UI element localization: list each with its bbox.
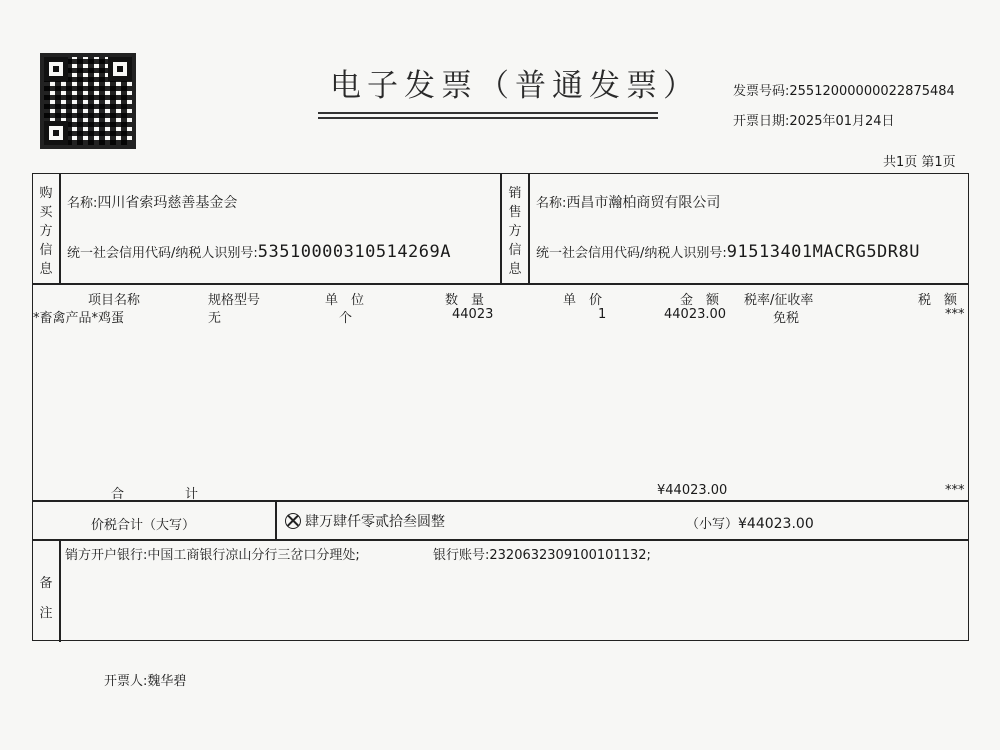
item-qty: 44023 [452, 307, 494, 322]
subtotal-label-left: 合 [111, 487, 125, 502]
item-price: 1 [598, 307, 607, 322]
item-unit: 个 [339, 311, 353, 326]
col-spec: 规格型号 [208, 293, 261, 308]
title-underline [318, 112, 658, 114]
item-name: *畜禽产品*鸡蛋 [33, 311, 125, 326]
title-underline-2 [318, 117, 658, 119]
col-amount: 金 额 [680, 293, 720, 308]
seller-side-label: 销售方信息 [508, 186, 522, 277]
buyer-side-label: 购买方信息 [39, 186, 53, 277]
seller-name: 名称:西昌市瀚柏商贸有限公司 [536, 195, 721, 211]
remarks-bank: 销方开户银行:中国工商银行凉山分行三岔口分理处; [65, 548, 360, 563]
col-rate: 税率/征收率 [744, 293, 814, 308]
total-upper: 肆万肆仟零贰拾叁圆整 [285, 511, 445, 531]
total-label: 价税合计（大写） [91, 518, 196, 533]
item-spec: 无 [208, 311, 222, 326]
circle-x-icon [285, 513, 301, 529]
buyer-name: 名称:四川省索玛慈善基金会 [67, 195, 238, 211]
col-price: 单 价 [563, 293, 603, 308]
col-unit: 单 位 [325, 293, 365, 308]
invoice-number: 发票号码:25512000000022875484 [733, 84, 955, 99]
issue-date: 开票日期:2025年01月24日 [733, 114, 895, 129]
remarks-account: 银行账号:2320632309100101132; [433, 548, 651, 563]
col-qty: 数 量 [445, 293, 485, 308]
seller-tax-id: 统一社会信用代码/纳税人识别号:91513401MACRG5DR8U [536, 242, 920, 262]
total-lower: （小写）¥44023.00 [686, 516, 814, 532]
col-tax: 税 额 [918, 293, 958, 308]
page-info: 共1页 第1页 [883, 155, 956, 170]
subtotal-tax: *** [945, 483, 965, 498]
invoice-table [32, 173, 969, 641]
item-amount: 44023.00 [664, 307, 727, 322]
invoice-title: 电子发票（普通发票） [330, 68, 700, 104]
remarks-side-label: 备注 [39, 576, 53, 621]
col-item: 项目名称 [88, 293, 141, 308]
subtotal-label-right: 计 [185, 487, 199, 502]
item-tax: *** [945, 307, 965, 322]
issuer: 开票人:魏华碧 [104, 674, 187, 689]
qr-code-icon [40, 53, 136, 149]
item-rate: 免税 [773, 311, 800, 326]
subtotal-amount: ¥44023.00 [657, 483, 728, 498]
buyer-tax-id: 统一社会信用代码/纳税人识别号:53510000310514269A [67, 242, 451, 262]
